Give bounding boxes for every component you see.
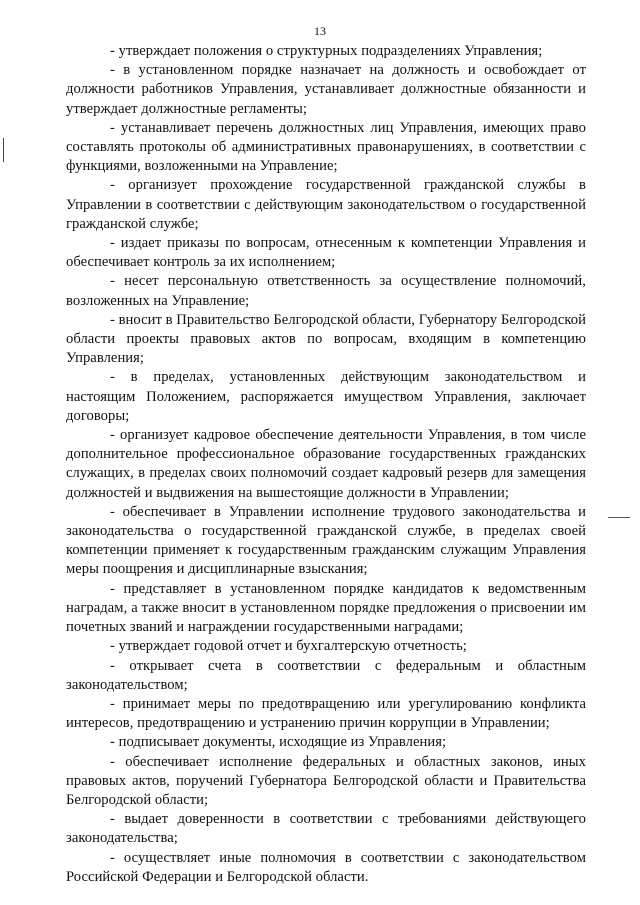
paragraph: - представляет в установленном порядке кандидатов к ведомственным наградам, а также вносит в установленном порядке предложения о присвоении им почетных званий и награждении государственными наградами; — [66, 580, 586, 636]
paragraph: - вносит в Правительство Белгородской области, Губернатору Белгородской области проекты правовых актов по вопросам, входящим в компетенцию Управления; — [66, 311, 587, 367]
paragraph: - принимает меры по предотвращению или урегулированию конфликта интересов, предотвращению и устранению причин коррупции в Управлении; — [66, 695, 586, 732]
document-body — [66, 42, 586, 887]
paragraph: - обеспечивает в Управлении исполнение трудового законодательства и законодательства о государственной гражданской службе, в пределах своей компетенции применяет к государственным гражданским служащим Управления меры поощрения и дисциплинарные взыскания; — [66, 503, 586, 578]
paragraph: - устанавливает перечень должностных лиц Управления, имеющих право составлять протоколы об административных правонарушениях, в соответствии с функциями, возложенными на Управление; — [66, 119, 586, 175]
paragraph: - открывает счета в соответствии с федеральным и областным законодательством; — [66, 657, 586, 693]
paragraph: - организует прохождение государственной гражданской службы в Управлении в соответствии с действующим законодательством о государственной гражданской службе; — [66, 177, 586, 232]
paragraph: - издает приказы по вопросам, отнесенным к компетенции Управления и обеспечивает контроль за их исполнением; — [66, 235, 586, 271]
right-margin-mark — [608, 517, 630, 518]
paragraph: - в установленном порядке назначает на должность и освобождает от должности работников Управления, устанавливает должностные обязанности и утверждает должностные регламенты; — [66, 62, 586, 117]
paragraph: - подписывает документы, исходящие из Управления; — [110, 734, 447, 751]
paragraph: - осуществляет иные полномочия в соответствии с законодательством Российской Федерации и Белгородской области. — [66, 849, 586, 885]
paragraph: - несет персональную ответственность за осуществление полномочий, возложенных на Управление; — [66, 273, 586, 309]
paragraph: - утверждает годовой отчет и бухгалтерскую отчетность; — [110, 638, 467, 655]
page-number: 13 — [314, 24, 326, 38]
paragraph: - в пределах, установленных действующим законодательством и настоящим Положением, распоряжается имуществом Управления, заключает договоры; — [66, 369, 586, 424]
paragraph: - обеспечивает исполнение федеральных и областных законов, иных правовых актов, поручений Губернатора Белгородской области и Правительства Белгородской области; — [66, 753, 586, 808]
paragraph: - организует кадровое обеспечение деятельности Управления, в том числе дополнительное профессиональное образование государственных гражданских служащих, в пределах своих полномочий создает кадровый резерв для замещения должностей и выдвижения на вышестоящие должности в Управлении; — [66, 427, 586, 501]
paragraph: - утверждает положения о структурных подразделениях Управления; — [110, 43, 543, 59]
paragraph: - выдает доверенности в соответствии с требованиями действующего законодательства; — [66, 811, 586, 847]
left-margin-mark — [3, 138, 4, 162]
